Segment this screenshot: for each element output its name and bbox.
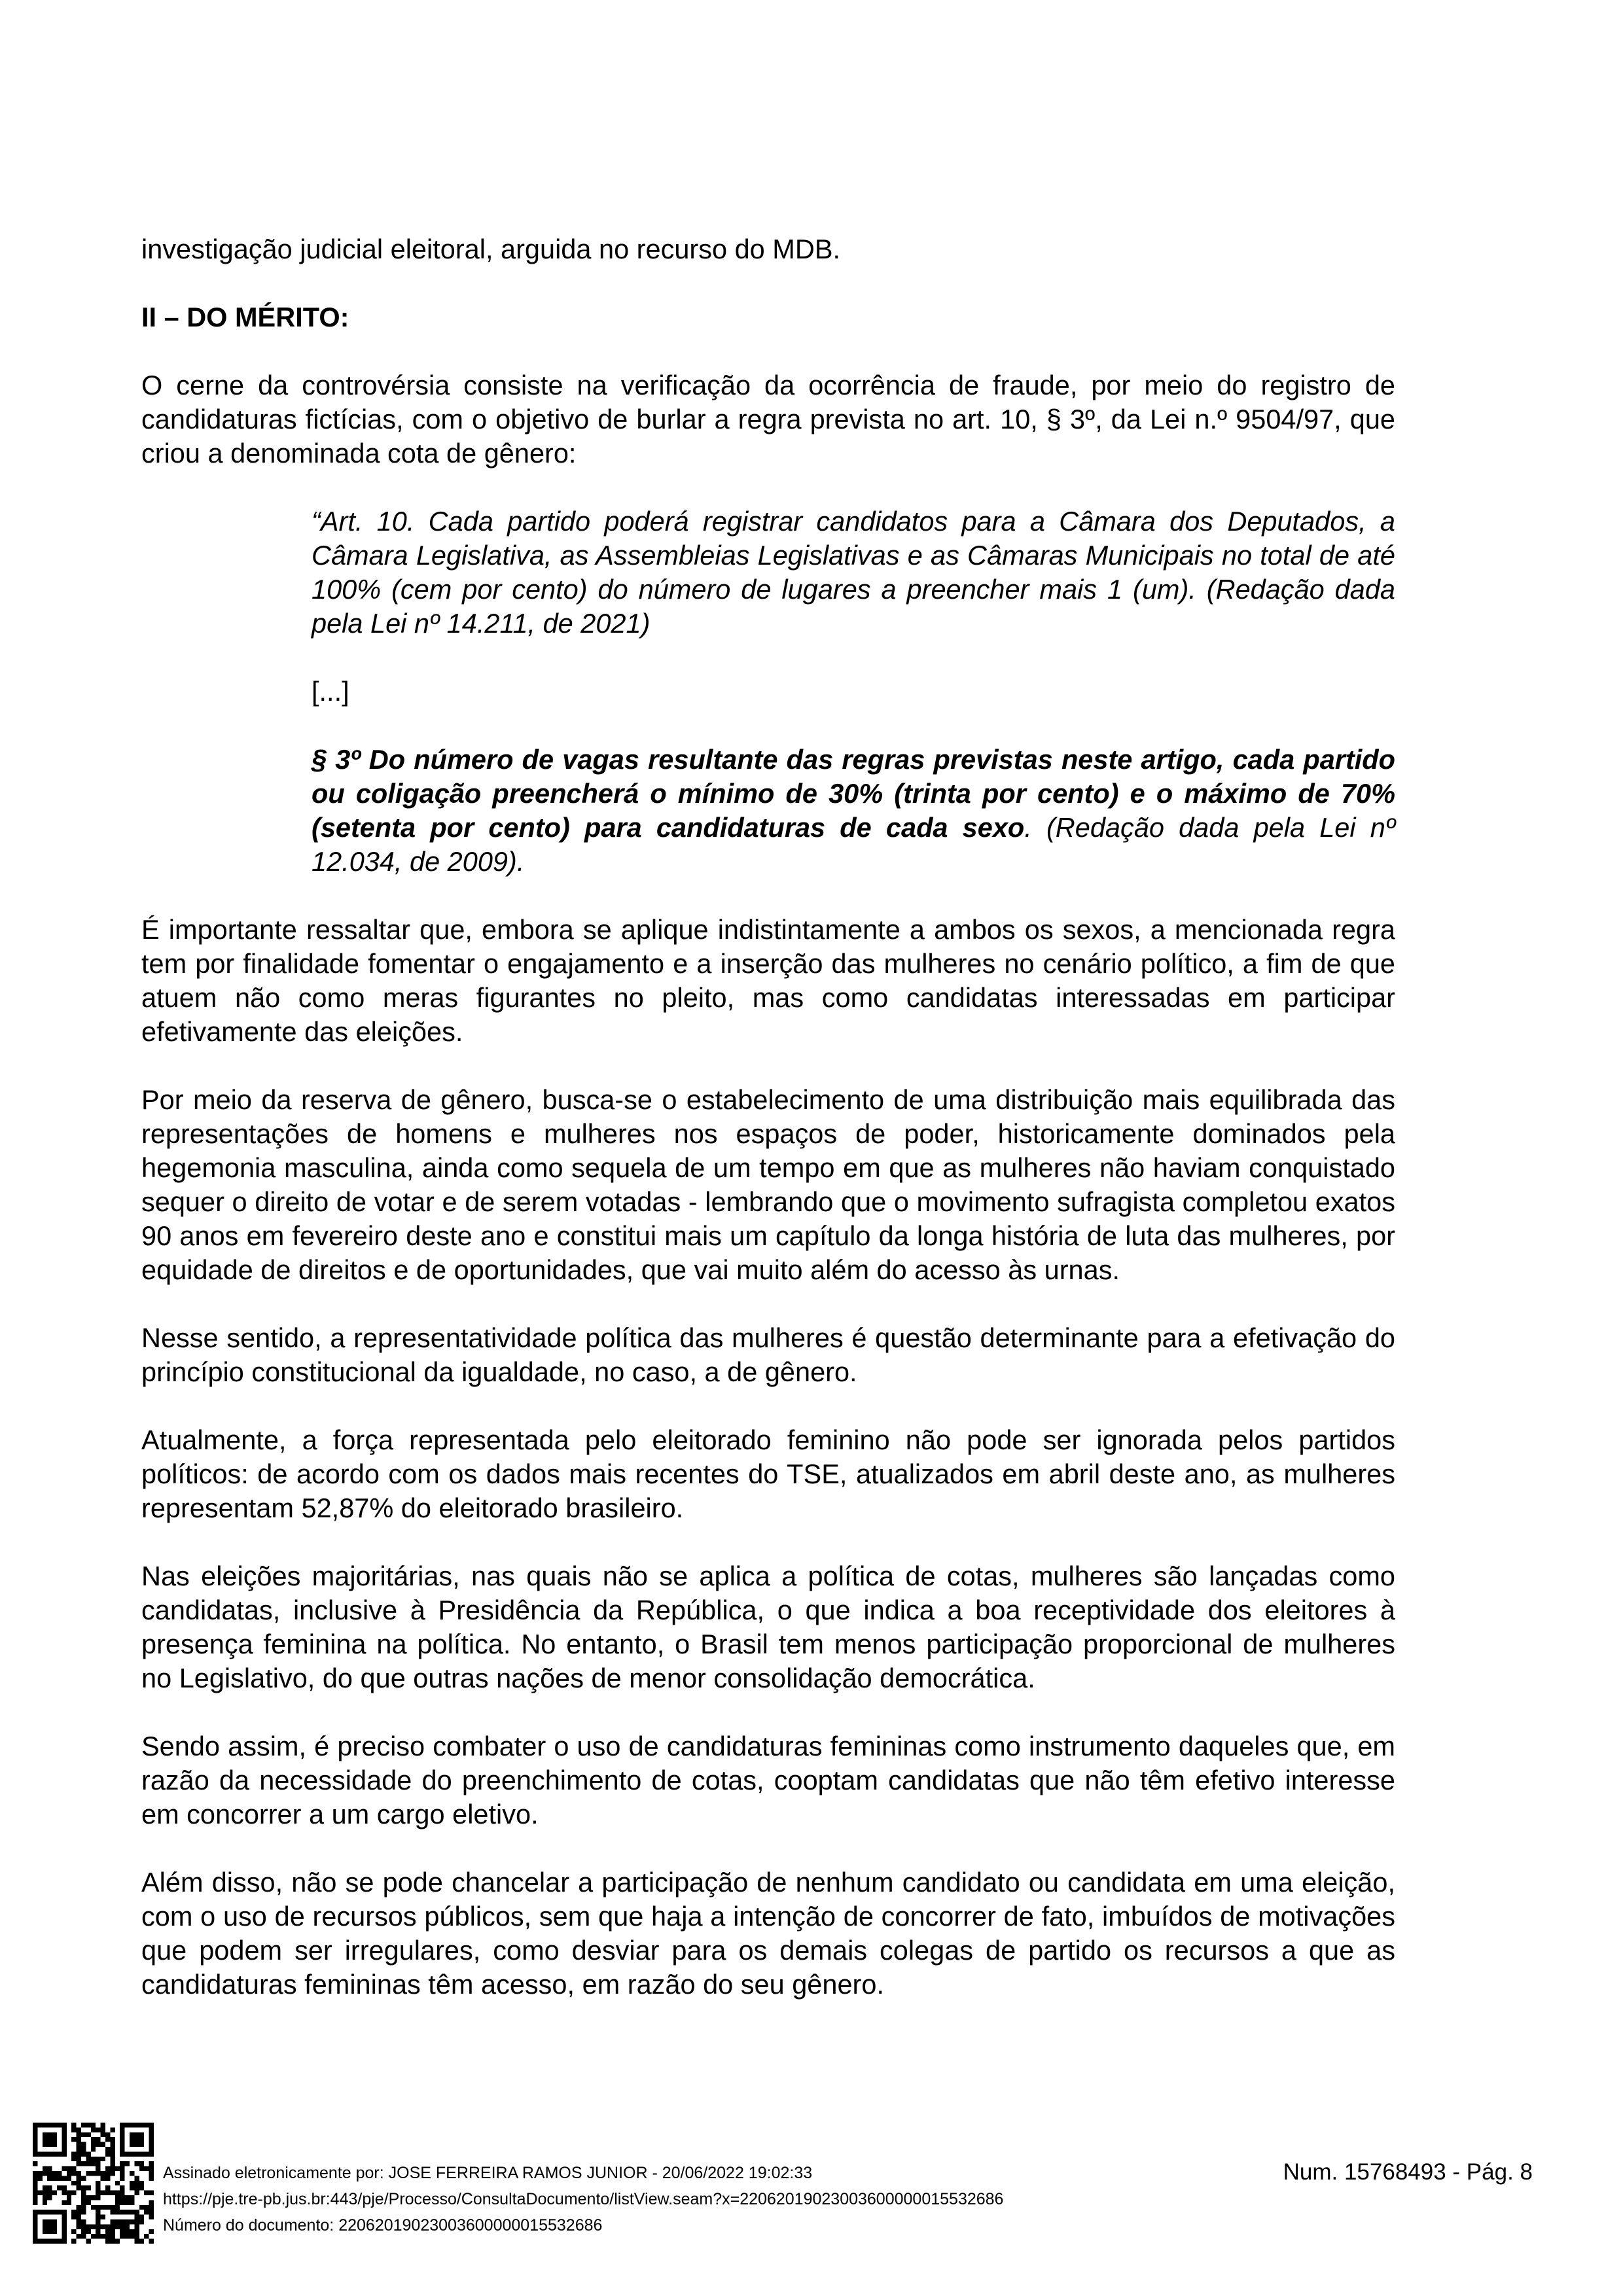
paragraph-eleitorado: Atualmente, a força representada pelo eleitorado feminino não pode ser ignorada pelos partidos políticos: de acordo com os dados mais recentes do TSE, atualizados em abril deste ano, as mulheres representam 52,87% do eleitorado brasileiro.	[141, 1424, 1395, 1523]
paragraph-chancelar: Além disso, não se pode chancelar a participação de nenhum candidato ou candidata em uma eleição, com o uso de recursos públicos, sem que haja a intenção de concorrer de fato, imbuídos de motivações que podem ser irregulares, como desviar para os demais colegas de partido os recursos a que as candidaturas femininas têm acesso, em razão do seu gênero.	[141, 1867, 1395, 2000]
document-url-link[interactable]: https://pje.tre-pb.jus.br:443/pje/Processo/ConsultaDocumento/listView.seam?x=22062019023003600000015532686	[163, 2190, 1004, 2208]
document-body	[141, 232, 1395, 2036]
paragraph-representatividade: Nesse sentido, a representatividade política das mulheres é questão determinante para a efetivação do princípio constitucional da igualdade, no caso, a de gênero.	[141, 1322, 1395, 1387]
paragraph-majoritarias: Nas eleições majoritárias, nas quais não se aplica a política de cotas, mulheres são lançadas como candidatas, inclusive à Presidência da República, o que indica a boa receptividade dos eleitores à presença feminina na política. No entanto, o Brasil tem menos participação proporcional de mulheres no Legislativo, do que outras nações de menor consolidação democrática.	[141, 1561, 1395, 1693]
paragraph-combater: Sendo assim, é preciso combater o uso de candidaturas femininas como instrumento daqueles que, em razão da necessidade do preenchimento de cotas, cooptam candidatas que não têm efetivo interesse em concorrer a um cargo eletivo.	[141, 1731, 1395, 1829]
signed-by-line: Assinado eletronicamente por: JOSE FERREIRA RAMOS JUNIOR - 20/06/2022 19:02:33	[163, 2164, 813, 2182]
document-number: Número do documento: 22062019023003600000015532686	[163, 2216, 603, 2234]
quote-bold-text: § 3º Do número de vagas resultante das regras previstas neste artigo, cada partido ou coligação preencherá o mínimo de 30% (trinta por cento) e o máximo de 70% (setenta por cento) para candidaturas de cada sexo	[312, 744, 1395, 843]
paragraph-intro: investigação judicial eleitoral, arguida no recurso do MDB.	[141, 234, 841, 264]
paragraph-reserva: Por meio da reserva de gênero, busca-se o estabelecimento de uma distribuição mais equilibrada das representações de homens e mulheres nos espaços de poder, historicamente dominados pela hegemonia masculina, ainda como sequela de um tempo em que as mulheres não haviam conquistado sequer o direito de votar e de serem votadas - lembrando que o movimento sufragista completou exatos 90 anos em fevereiro deste ano e constitui mais um capítulo da longa história de luta das mulheres, por equidade de direitos e de oportunidades, que vai muito além do acesso às urnas.	[141, 1084, 1395, 1285]
quote-ellipsis: [...]	[312, 676, 349, 707]
quote-article-10: “Art. 10. Cada partido poderá registrar candidatos para a Câmara dos Deputados, a Câmara Legislativa, as Assembleias Legislativas e as Câmaras Municipais no total de até 100% (cem por cento) do número de lugares a preencher mais 1 (um). (Redação dada pela Lei nº 14.211, de 2021)	[312, 506, 1395, 639]
paragraph-cerne: O cerne da controvérsia consiste na verificação da ocorrência de fraude, por meio do registro de candidaturas fictícias, com o objetivo de burlar a regra prevista no art. 10, § 3º, da Lei n.º 9504/97, que criou a denominada cota de gênero:	[141, 370, 1395, 468]
page-number: Num. 15768493 - Pág. 8	[1283, 2159, 1533, 2185]
paragraph-importante: É importante ressaltar que, embora se aplique indistintamente a ambos os sexos, a mencionada regra tem por finalidade fomentar o engajamento e a inserção das mulheres no cenário político, a fim de que atuem não como meras figurantes no pleito, mas como candidatas interessadas em participar efetivamente das eleições.	[141, 914, 1395, 1047]
signature-block	[163, 2160, 1003, 2238]
section-heading: II – DO MÉRITO:	[141, 302, 349, 332]
qr-code-icon	[33, 2123, 154, 2244]
quote-paragraph-3	[312, 743, 1395, 879]
quote-citation: . (Redação dada pela Lei nº 12.034, de 2009).	[312, 812, 1395, 877]
